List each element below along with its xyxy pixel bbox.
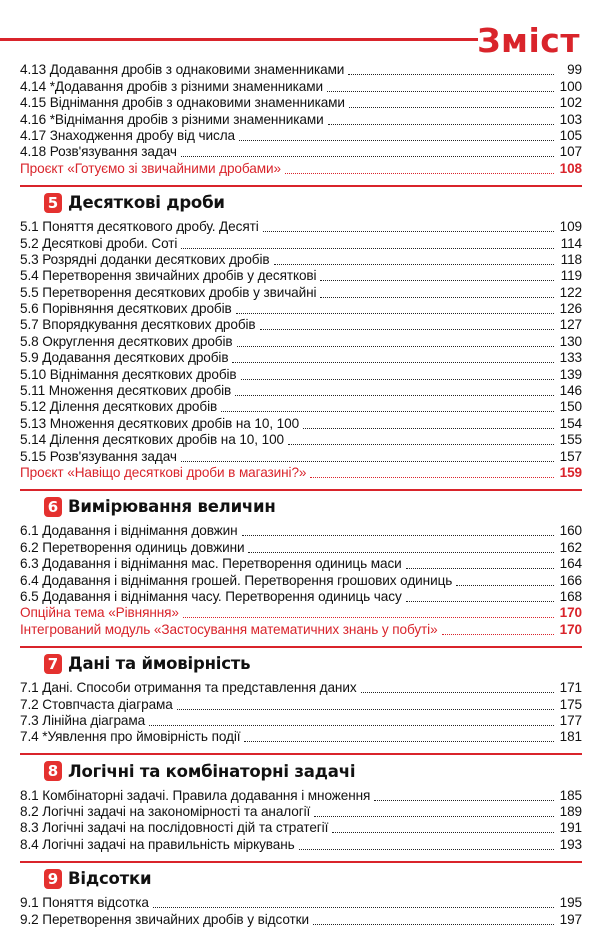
toc-entry[interactable] [20,366,582,382]
toc-entry-page: 122 [559,284,582,300]
toc-highlight-entry[interactable] [20,160,582,176]
dot-leader [349,107,554,108]
toc-entry-title: 5.3 Розрядні доданки десяткових дробів [20,251,270,267]
dot-leader [374,800,554,801]
toc-entry[interactable] [20,680,582,696]
dot-leader [241,379,554,380]
toc-entry-title: 4.13 Додавання дробів з однаковими знаменниками [20,62,345,78]
section-header [20,183,582,215]
toc-entry[interactable] [20,317,582,333]
toc-entry-title: 8.4 Логічні задачі на правильність міркувань [20,836,295,852]
toc-entry-page: 162 [559,539,582,555]
toc-entry-title: 8.2 Логічні задачі на закономірності та аналогії [20,804,311,820]
section-title: Логічні та комбінаторні задачі [68,761,356,781]
dot-leader [260,329,554,330]
section-number-badge: 6 [44,497,62,517]
toc-entry-page: 191 [559,820,582,836]
toc-entry-title: 9.1 Поняття відсотка [20,895,149,911]
dot-leader [274,264,554,265]
toc-entry-title: 5.7 Впорядкування десяткових дробів [20,317,256,333]
dot-leader [181,156,554,157]
toc-entry[interactable] [20,448,582,464]
toc-entry[interactable] [20,252,582,268]
section-number-badge: 9 [44,869,62,889]
toc-entry-page: 107 [559,144,582,160]
dot-leader [406,601,554,602]
dot-leader [235,395,554,396]
toc-entry-title: 5.2 Десяткові дроби. Соті [20,235,178,251]
toc-entry[interactable] [20,144,582,160]
toc-entry[interactable] [20,219,582,235]
section-number-badge: 5 [44,193,62,213]
dot-leader [242,535,554,536]
toc-entry-title: 5.12 Ділення десяткових дробів [20,399,218,415]
dot-leader [320,297,554,298]
toc-entry-page: 157 [559,448,582,464]
toc-entry-page: 181 [559,729,582,745]
toc-entry[interactable] [20,523,582,539]
dot-leader [263,231,554,232]
toc-entry-page: 155 [559,432,582,448]
toc-entry-page: 126 [559,301,582,317]
toc-entry-title: 5.9 Додавання десяткових дробів [20,350,229,366]
toc-entry-title: 7.4 *Уявлення про ймовірність події [20,729,241,745]
toc-entry[interactable] [20,804,582,820]
toc-entry-title: 6.3 Додавання і віднімання мас. Перетворення одиниць маси [20,556,402,572]
dot-leader [149,725,554,726]
dot-leader [248,552,554,553]
toc-entry-title: 6.2 Перетворення одиниць довжини [20,539,245,555]
toc-entry[interactable] [20,284,582,300]
toc-entry-page: 150 [559,399,582,415]
toc-entry[interactable] [20,820,582,836]
dot-leader [332,832,554,833]
toc-entry-page: 175 [559,696,582,712]
toc-entry-page: 170 [559,605,582,621]
toc-entry-page: 127 [559,317,582,333]
toc-highlight-entry[interactable] [20,605,582,621]
dot-leader [221,411,554,412]
dot-leader [232,362,554,363]
dot-leader [313,924,554,925]
section-title: Вимірювання величин [68,497,276,517]
toc-entry-page: 195 [559,895,582,911]
toc-entry-page: 118 [560,251,582,267]
dot-leader [314,816,554,817]
toc-entry-page: 119 [560,268,582,284]
toc-entry-title: 4.17 Знаходження дробу від числа [20,127,235,143]
toc-entry[interactable] [20,556,582,572]
toc-entry-title: Інтегрований модуль «Застосування математичних знань у побуті» [20,621,438,637]
toc-entry[interactable] [20,895,582,911]
toc-entry[interactable] [20,268,582,284]
toc-entry-title: Опційна тема «Рівняння» [20,605,179,621]
section-rule [20,753,582,755]
toc-entry[interactable] [20,836,582,852]
table-of-contents [20,62,582,928]
toc-entry-title: 5.15 Розв'язування задач [20,448,177,464]
toc-entry-page: 103 [559,111,582,127]
toc-entry-title: 7.2 Стовпчаста діаграма [20,696,173,712]
toc-entry-title: 9.2 Перетворення звичайних дробів у відсотки [20,911,309,927]
section-title: Відсотки [68,869,152,889]
toc-entry[interactable] [20,696,582,712]
toc-entry-title: 5.5 Перетворення десяткових дробів у звичайні [20,284,317,300]
toc-entry-page: 160 [559,523,582,539]
section-rule [20,646,582,648]
dot-leader [237,346,554,347]
toc-entry[interactable] [20,589,582,605]
dot-leader [153,907,554,908]
toc-entry[interactable] [20,399,582,415]
toc-entry-title: 5.1 Поняття десяткового дробу. Десяті [20,219,259,235]
toc-entry-page: 114 [560,235,582,251]
toc-entry[interactable] [20,301,582,317]
toc-entry-title: 5.13 Множення десяткових дробів на 10, 100 [20,415,300,431]
dot-leader [285,173,554,174]
toc-entry-page: 185 [559,787,582,803]
toc-entry-page: 164 [559,556,582,572]
toc-entry-title: 4.16 *Віднімання дробів з різними знаменниками [20,111,324,127]
dot-leader [327,91,554,92]
dot-leader [181,248,554,249]
toc-highlight-entry[interactable] [20,465,582,481]
toc-entry-title: 5.14 Ділення десяткових дробів на 10, 100 [20,432,284,448]
toc-entry-page: 102 [559,95,582,111]
dot-leader [406,568,554,569]
section-rule [20,489,582,491]
section-rule [20,861,582,863]
toc-entry-title: 4.18 Розв'язування задач [20,144,177,160]
dot-leader [456,585,554,586]
toc-entry[interactable] [20,572,582,588]
toc-entry-title: 4.15 Віднімання дробів з однаковими знаменниками [20,95,345,111]
toc-entry-title: 5.10 Віднімання десяткових дробів [20,366,237,382]
page-title: Зміст [477,21,580,60]
toc-entry-page: 193 [559,836,582,852]
toc-entry-page: 197 [559,911,582,927]
toc-entry-page: 170 [559,621,582,637]
dot-leader [181,461,554,462]
toc-entry[interactable] [20,729,582,745]
toc-entry-title: 5.8 Округлення десяткових дробів [20,333,233,349]
section-title: Дані та ймовірність [68,654,251,674]
toc-entry-title: 8.3 Логічні задачі на послідовності дій та стратегії [20,820,329,836]
toc-entry-page: 168 [559,588,582,604]
dot-leader [320,280,554,281]
section-number-badge: 7 [44,654,62,674]
toc-entry-page: 108 [559,160,582,176]
dot-leader [303,428,554,429]
dot-leader [310,477,554,478]
toc-entry-page: 139 [559,366,582,382]
toc-entry-title: 6.5 Додавання і віднімання часу. Перетворення одиниць часу [20,588,402,604]
section-header [20,751,582,783]
toc-entry-title: 5.6 Порівняння десяткових дробів [20,301,232,317]
section-header [20,487,582,519]
dot-leader [348,74,554,75]
toc-entry-page: 105 [559,127,582,143]
toc-entry-page: 109 [559,219,582,235]
toc-entry[interactable] [20,383,582,399]
toc-entry-page: 177 [559,712,582,728]
dot-leader [244,741,554,742]
toc-entry-page: 99 [567,62,582,78]
toc-entry[interactable] [20,350,582,366]
toc-entry-title: 6.1 Додавання і віднімання довжин [20,523,238,539]
dot-leader [239,140,554,141]
toc-entry[interactable] [20,128,582,144]
toc-entry[interactable] [20,111,582,127]
toc-entry-title: 4.14 *Додавання дробів з різними знаменниками [20,78,323,94]
toc-entry-page: 100 [559,78,582,94]
toc-highlight-entry[interactable] [20,621,582,637]
dot-leader [183,617,554,618]
dot-leader [177,709,554,710]
toc-entry-title: Проєкт «Готуємо зі звичайними дробами» [20,160,281,176]
toc-entry[interactable] [20,62,582,78]
toc-entry[interactable] [20,713,582,729]
toc-entry-title: 8.1 Комбінаторні задачі. Правила додавання і множення [20,787,371,803]
toc-entry[interactable] [20,415,582,431]
dot-leader [236,313,554,314]
section-header [20,644,582,676]
toc-entry-page: 171 [559,680,582,696]
toc-entry[interactable] [20,787,582,803]
dot-leader [361,692,554,693]
toc-entry[interactable] [20,235,582,251]
dot-leader [299,849,554,850]
toc-entry[interactable] [20,432,582,448]
toc-entry-title: 7.1 Дані. Способи отримання та представлення даних [20,680,357,696]
section-number-badge: 8 [44,761,62,781]
toc-entry-page: 154 [559,415,582,431]
header-rule [0,38,478,41]
toc-entry-page: 133 [559,350,582,366]
toc-entry-title: Проєкт «Навіщо десяткові дроби в магазині?» [20,464,307,480]
toc-entry-title: 5.4 Перетворення звичайних дробів у десяткові [20,268,317,284]
toc-entry[interactable] [20,78,582,94]
toc-entry-title: 7.3 Лінійна діаграма [20,712,146,728]
toc-entry-title: 6.4 Додавання і віднімання грошей. Перетворення грошових одиниць [20,572,453,588]
toc-entry[interactable] [20,333,582,349]
toc-entry[interactable] [20,95,582,111]
section-title: Десяткові дроби [68,193,225,213]
toc-entry-page: 130 [559,333,582,349]
dot-leader [442,634,554,635]
section-rule [20,185,582,187]
toc-entry-page: 189 [559,804,582,820]
dot-leader [288,444,554,445]
toc-entry[interactable] [20,539,582,555]
toc-entry-page: 166 [559,572,582,588]
section-header [20,859,582,891]
toc-entry-title: 5.11 Множення десяткових дробів [20,383,232,399]
dot-leader [328,124,554,125]
toc-entry-page: 146 [559,383,582,399]
toc-entry-page: 159 [559,464,582,480]
